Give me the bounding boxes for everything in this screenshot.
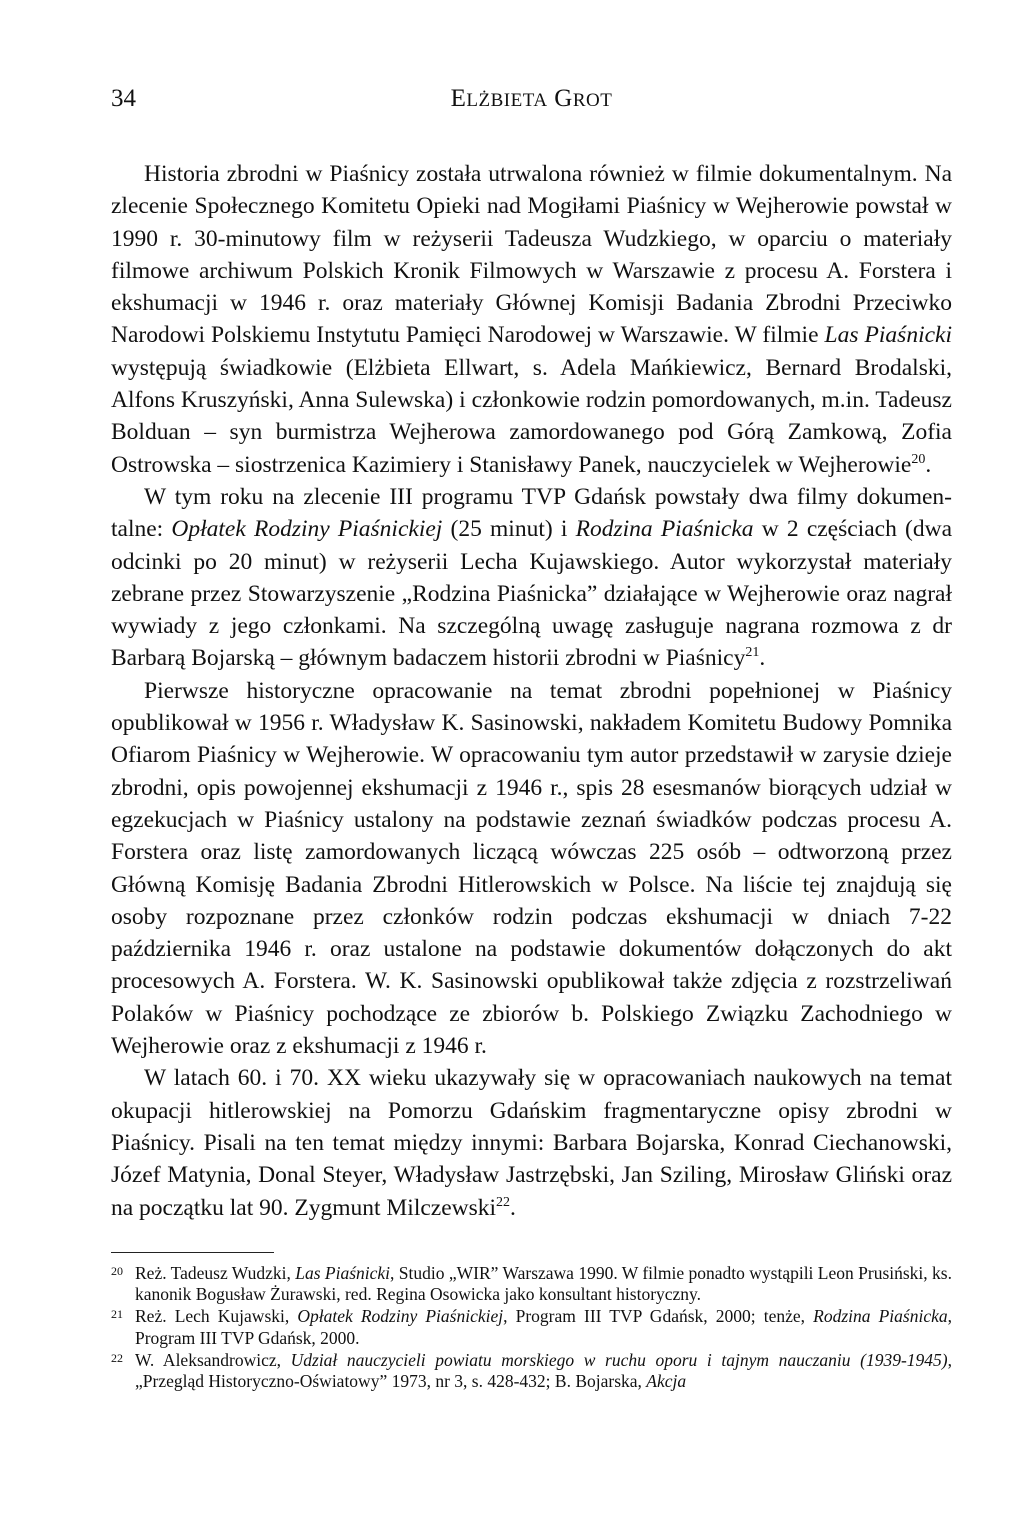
text-run: , Program III TVP Gdańsk, 2000. (135, 1306, 953, 1348)
text-run: w 2 częściach (dwa odcinki po 20 minut) w reżyserii Lecha Kujawskiego. Autor wykorzystał materiały zebrane przez Stowarzyszenie „Rodzina Piaśnicka” działające w Wejherowie oraz nagrał wywiady z jego członkami. Na szczególną uwagę zasługuje nagrana rozmowa z dr Barbarą Bojarską – głównym badaczem historii zbrodni w Piaśnicy (111, 516, 952, 672)
paragraph (111, 675, 952, 1063)
footnote-separator (111, 1252, 274, 1253)
text-run: , Program III TVP Gdańsk, 2000; tenże, (503, 1306, 814, 1327)
text-run: występują świadkowie (Elżbieta Ellwart, s. Adela Mańkiewicz, Bernard Brodalski, Alfons Kruszyński, Anna Sulewska) i członkowie rodzin pomordowanych, m.in. Tadeusz Bolduan – syn burmistrza Wejherowa zamordowanego pod Górą Zamkową, Zofia Ostrowska – siostrzenica Kazimiery i Stanisławy Panek, nauczycielek w Wejherowie (111, 354, 952, 478)
paragraph (111, 158, 952, 481)
text-run: Pierwsze historyczne opracowanie na temat zbrodni popełnionej w Piaśnicy opublikował w 1956 r. Władysław K. Sasinowski, nakładem Komitetu Budowy Pomnika Ofiarom Piaśnicy w Wejherowie. W opracowaniu tym autor przedstawił w zarysie dzieje zbrodni, opis powojennej ekshumacji z 1946 r., spis 28 esesmanów biorących udział w egzekucjach w Piaśnicy ustalony na podstawie zeznań świadków podczas procesu A. Forstera oraz listę zamordowanych liczącą wówczas 225 osób – odtworzoną przez Główną Komisję Badania Zbrodni Hitlerowskich w Polsce. Na liście tej znajdują się osoby rozpoznane przez członków rodzin podczas ekshumacji w dniach 7-22 października 1946 r. oraz ustalone na podstawie dokumentów dołączonych do akt procesowych A. Forstera. W. K. Sasinowski opublikował także zdjęcia z rozstrzeliwań Polaków w Piaśnicy pochodzące ze zbiorów b. Polskiego Związku Zachodniego w Wejherowie oraz z ekshumacji z 1946 r. (111, 677, 952, 1060)
text-run: W tym roku na zlecenie III programu TVP Gdańsk powstały dwa filmy dokumentalne: (111, 483, 952, 543)
text-run: . (510, 1194, 516, 1221)
footnote-number: 22 (111, 1350, 123, 1365)
italic-title: Las Piaśnicki (824, 322, 952, 349)
italic-title: Las Piaśnicki (295, 1263, 391, 1283)
italic-title: Opłatek Rodziny Piaśnickiej (297, 1306, 504, 1327)
text-run: . (759, 645, 766, 672)
text-run: , „Przegląd Historyczno-Oświatowy” 1973, nr 3, s. 428-432; B. Bojarska, (135, 1349, 952, 1392)
running-head-author: ELŻBIETA GROT (450, 85, 613, 112)
italic-title: Opłatek Rodziny Piaśnickiej (171, 516, 443, 543)
italic-title: Rodzina Piaśnicka (575, 516, 754, 543)
text-run: (25 minut) i (442, 516, 576, 543)
page-header (111, 85, 952, 119)
text-run: . (925, 451, 932, 478)
italic-title: Akcja (646, 1371, 687, 1392)
text-run: W latach 60. i 70. XX wieku ukazywały się w opracowaniach naukowych na temat okupacji hitlerowskiej na Pomorzu Gdańskim fragmentaryczne opisy zbrodni w Piaśnicy. Pisali na ten temat między innymi: Barbara Bojarska, Konrad Ciechanowski, Józef Matynia, Donal Steyer, Władysław Jastrzębski, Jan Sziling, Mirosław Gliński oraz na początku lat 90. Zygmunt Milczewski (111, 1065, 952, 1221)
text-run: , Studio „WIR” Warszawa 1990. W filmie ponadto wystąpili Leon Prusiński, ks. kanonik Bogusław Żurawski, red. Regina Osowicka jako konsultant historyczny. (135, 1263, 952, 1305)
footnote-number: 21 (111, 1307, 123, 1322)
italic-title: Rodzina Piaśnicka (813, 1306, 948, 1327)
footnote-ref: 21 (745, 645, 760, 661)
footnote-ref: 20 (911, 451, 926, 467)
paragraph (111, 1062, 952, 1223)
page-number: 34 (111, 85, 136, 112)
text-run: Historia zbrodni w Piaśnicy została utrwalona również w filmie dokumentalnym. Na zlecenie Społecznego Komitetu Opieki nad Mogiłami Piaśnicy w Wejherowie powstał w 1990 r. 30-minutowy film w reżyserii Tadeusza Wudzkiego, w oparciu o materiały filmowe archiwum Polskich Kronik Filmowych w Warszawie z procesu A. Forstera i ekshumacji w 1946 r. oraz materiały Głównej Komisji Badania Zbrodni Przeciwko Narodowi Polskiemu Instytutu Pamięci Narodowej w Warszawie. W filmie (111, 161, 952, 349)
footnote (111, 1306, 952, 1348)
footnotes (111, 1263, 952, 1393)
footnote (111, 1350, 952, 1392)
footnote (111, 1263, 952, 1305)
text-run: Reż. Tadeusz Wudzki, (135, 1263, 296, 1283)
body-text (111, 158, 952, 1224)
footnote-number: 20 (111, 1264, 123, 1278)
paragraph (111, 481, 952, 675)
text-run: W. Aleksandrowicz, (135, 1349, 291, 1370)
footnote-ref: 22 (496, 1194, 511, 1210)
italic-title: Udział nauczycieli powiatu morskiego w ruchu oporu i tajnym nauczaniu (1939-1945) (290, 1349, 948, 1370)
text-run: Reż. Lech Kujawski, (135, 1306, 298, 1327)
